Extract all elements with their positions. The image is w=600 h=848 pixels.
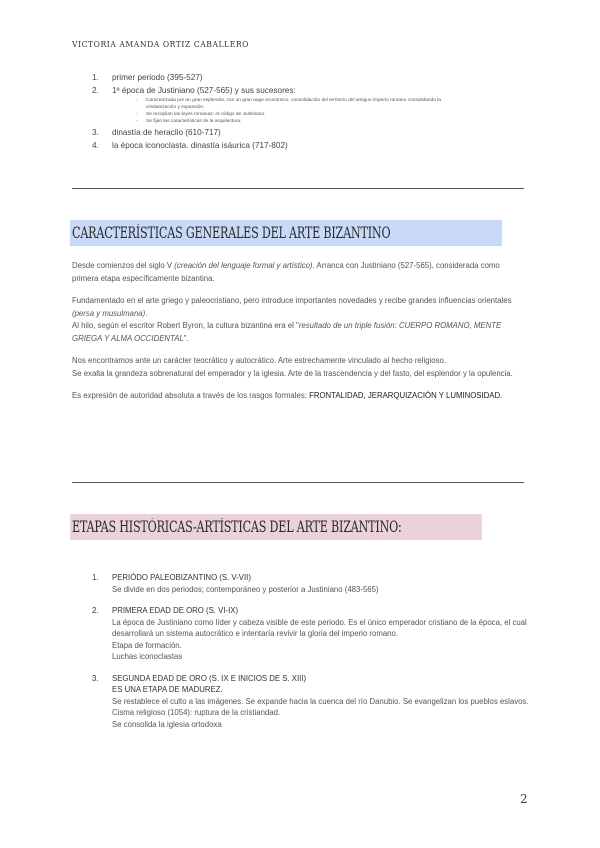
paragraph: Fundamentado en el arte griego y paleocristiano, pero introduce importantes novedades y recibe grandes influencias orientales (persa y musulmana). xyxy=(72,296,512,318)
characteristics-body xyxy=(72,260,527,403)
periods-list xyxy=(92,72,532,152)
paragraph: Es expresión de autoridad absoluta a través de los rasgos formales: FRONTALIDAD, JERARQUIZACIÓN Y LUMINOSIDAD. xyxy=(72,391,503,400)
paragraph: Desde comienzos del siglo V (creación del lenguaje formal y artístico). Arranca con Justiniano (527-565), considerada como primera etapa específicamente bizantina. xyxy=(72,261,500,283)
paragraph: Nos encontramos ante un carácter teocrático y autocrático. Arte estrechamente vinculado al hecho religioso. xyxy=(72,356,447,365)
list-item: 3. SEGUNDA EDAD DE ORO (S. IX E INICIOS DE S. XIII) ES UNA ETAPA DE MADUREZ. Se restablece el culto a las imágenes. Se expande hacia la cuenca del río Danubio. Se evangelizan los pueblos eslavos. Cisma religioso (1054): ruptura de la cristiandad. Se consolida la iglesia ortodoxa xyxy=(92,673,529,729)
list-item: - Se fijan las características de la arquitectura. xyxy=(136,119,242,124)
list-item: 1. primer periodo (395-527) xyxy=(92,73,203,82)
period-2-subitems xyxy=(114,97,444,125)
list-item: 3. dinastía de heraclio (610-717) xyxy=(92,128,221,137)
list-item: - Se recopilan las leyes romanas: el código de Justiniano. xyxy=(136,112,266,117)
section-divider xyxy=(72,188,524,189)
list-item: 1. PERIÓDO PALEOBIZANTINO (S. V-VII) Se divide en dos periodos; contemporáneo y posterior a Justiniano (483-565) xyxy=(92,573,379,594)
section-heading-characteristics: CARACTERÍSTICAS GENERALES DEL ARTE BIZANTINO xyxy=(70,220,502,246)
page-number: 2 xyxy=(520,792,528,806)
list-item: 4. la época iconoclasta. dinastía isáurica (717-802) xyxy=(92,140,288,150)
stages-list xyxy=(92,572,532,740)
author-header: VICTORIA AMANDA ORTIZ CABALLERO xyxy=(72,40,249,50)
list-item: - Caracterizada por un gran esplendor, con un gran auge económico, consolidación del territorio del antiguo imperio romano consolidando la cristianización y expansión. xyxy=(136,98,441,110)
paragraph: Al hilo, según el escritor Robert Byron, la cultura bizantina era el "resultado de un triple fusión: CUERPO ROMANO, MENTE GRIEGA Y ALMA OCCIDENTAL". xyxy=(72,321,502,343)
section-divider xyxy=(72,482,524,483)
list-item: 2. 1ª época de Justiniano (527-565) y sus sucesores: xyxy=(92,85,296,95)
list-item: 2. PRIMERA EDAD DE ORO (S. VI-IX) La época de Justiniano como líder y cabeza visible de este periodo. Es el único emperador cristiano de la época, el cual desarrollará un sistema autocrático e intentaría revivir la gloria del imperio romano. Etapa de formación. Luchas iconoclastas xyxy=(92,606,527,661)
paragraph: Se exalta la grandeza sobrenatural del emperador y la iglesia. Arte de la trascendencia y del fasto, del esplendor y la opulencia. xyxy=(72,368,513,378)
section-heading-stages: ETAPAS HISTÓRICAS-ARTÍSTICAS DEL ARTE BIZANTINO: xyxy=(70,514,482,540)
